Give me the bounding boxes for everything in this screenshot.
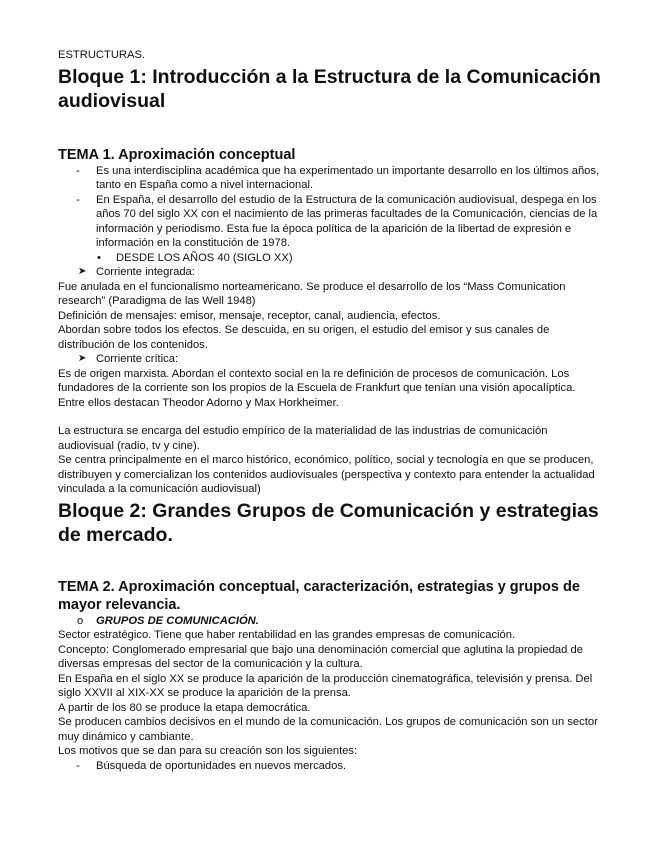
dash-marker: - — [76, 759, 80, 772]
bloque1-title: Bloque 1: Introducción a la Estructura de la Comunicación audiovisual — [58, 65, 601, 112]
list-item: ➤ Corriente crítica: — [78, 353, 179, 365]
paragraph: Sector estratégico. Tiene que haber rentabilidad en las grandes empresas de comunicación. — [58, 629, 516, 641]
bloque2-title: Bloque 2: Grandes Grupos de Comunicación y estrategias de mercado. — [58, 499, 599, 546]
arrow-bullet-icon: ➤ — [78, 353, 87, 364]
paragraph: Concepto: Conglomerado empresarial que bajo una denominación comercial que aglutina la propiedad de diversas empresas del sector de la comunicación y la cultura. — [58, 643, 583, 670]
list-item: o GRUPOS DE COMUNICACIÓN. — [77, 614, 259, 627]
arrow-bullet-icon: ➤ — [78, 266, 87, 277]
paragraph: En España en el siglo XX se produce la aparición de la producción cinematográfica, televisión y prensa. Del siglo XXVII al XIX-XX se produce la aparición de la prensa. — [58, 672, 593, 699]
paragraph: A partir de los 80 se produce la etapa democrática. — [58, 701, 311, 714]
header-label: ESTRUCTURAS. — [58, 49, 146, 61]
paragraph: Definición de mensajes: emisor, mensaje, receptor, canal, audiencia, efectos. — [58, 309, 441, 322]
dash-marker: - — [76, 193, 80, 206]
tema2-title: TEMA 2. Aproximación conceptual, caracterización, estrategias y grupos de mayor relevancia. — [58, 578, 580, 613]
paragraph: Es de origen marxista. Abordan el contexto social en la re definición de procesos de comunicación. Los fundadores de la corriente son los propios de la Escuela de Frankfurt que tenían una visión apocalíptica. Entre ellos destacan Theodor Adorno y Max Horkheimer. — [58, 367, 576, 409]
dash-marker: - — [76, 164, 80, 177]
tema1-dash-list — [58, 164, 603, 251]
paragraph: Los motivos que se dan para su creación son los siguientes: — [58, 745, 358, 757]
paragraph: Abordan sobre todos los efectos. Se descuida, en su origen, el estudio del emisor y sus canales de distribución de los contenidos. — [58, 324, 550, 351]
paragraph: Se producen cambios decisivos en el mundo de la comunicación. Los grupos de comunicación son un sector muy dinámico y cambiante. — [58, 716, 598, 743]
list-item: - En España, el desarrollo del estudio de la Estructura de la comunicación audiovisual, despega en los años 70 del siglo XX con el nacimiento de las primeras facultades de la Comunicación, ciencias de la información y periodismo. Esta fue la época política de la aparición de la libertad de expresión e información en la constitución de 1978. — [76, 193, 598, 249]
paragraph: La estructura se encarga del estudio empírico de la materialidad de las industrias de comunicación audiovisual (radio, tv y cine). — [58, 425, 548, 452]
list-item: - Es una interdisciplina académica que ha experimentado un importante desarrollo en los últimos años, tanto en España como a nivel internacional. — [76, 164, 600, 191]
circle-bullet-icon: o — [77, 614, 84, 627]
tema1-title: TEMA 1. Aproximación conceptual — [58, 146, 296, 163]
tema2-dash-list — [58, 759, 603, 774]
paragraph: Fue anulada en el funcionalismo norteamericano. Se produce el desarrollo de los “Mass Comunication research” (Paradigma de las Well 1948) — [58, 280, 566, 307]
bullet-icon: • — [97, 251, 101, 264]
paragraph: Se centra principalmente en el marco histórico, económico, político, social y tecnología en que se producen, distribuyen y comercializan los contenidos audiovisuales (perspectiva y contexto para entender la actualidad vinculada a la comunicación audiovisual) — [58, 454, 595, 495]
list-item: - Búsqueda de oportunidades en nuevos mercados. — [76, 759, 347, 772]
document-page — [58, 48, 603, 773]
list-item: • DESDE LOS AÑOS 40 (SIGLO XX) — [97, 251, 293, 264]
list-item: ➤ Corriente integrada: — [78, 266, 195, 278]
